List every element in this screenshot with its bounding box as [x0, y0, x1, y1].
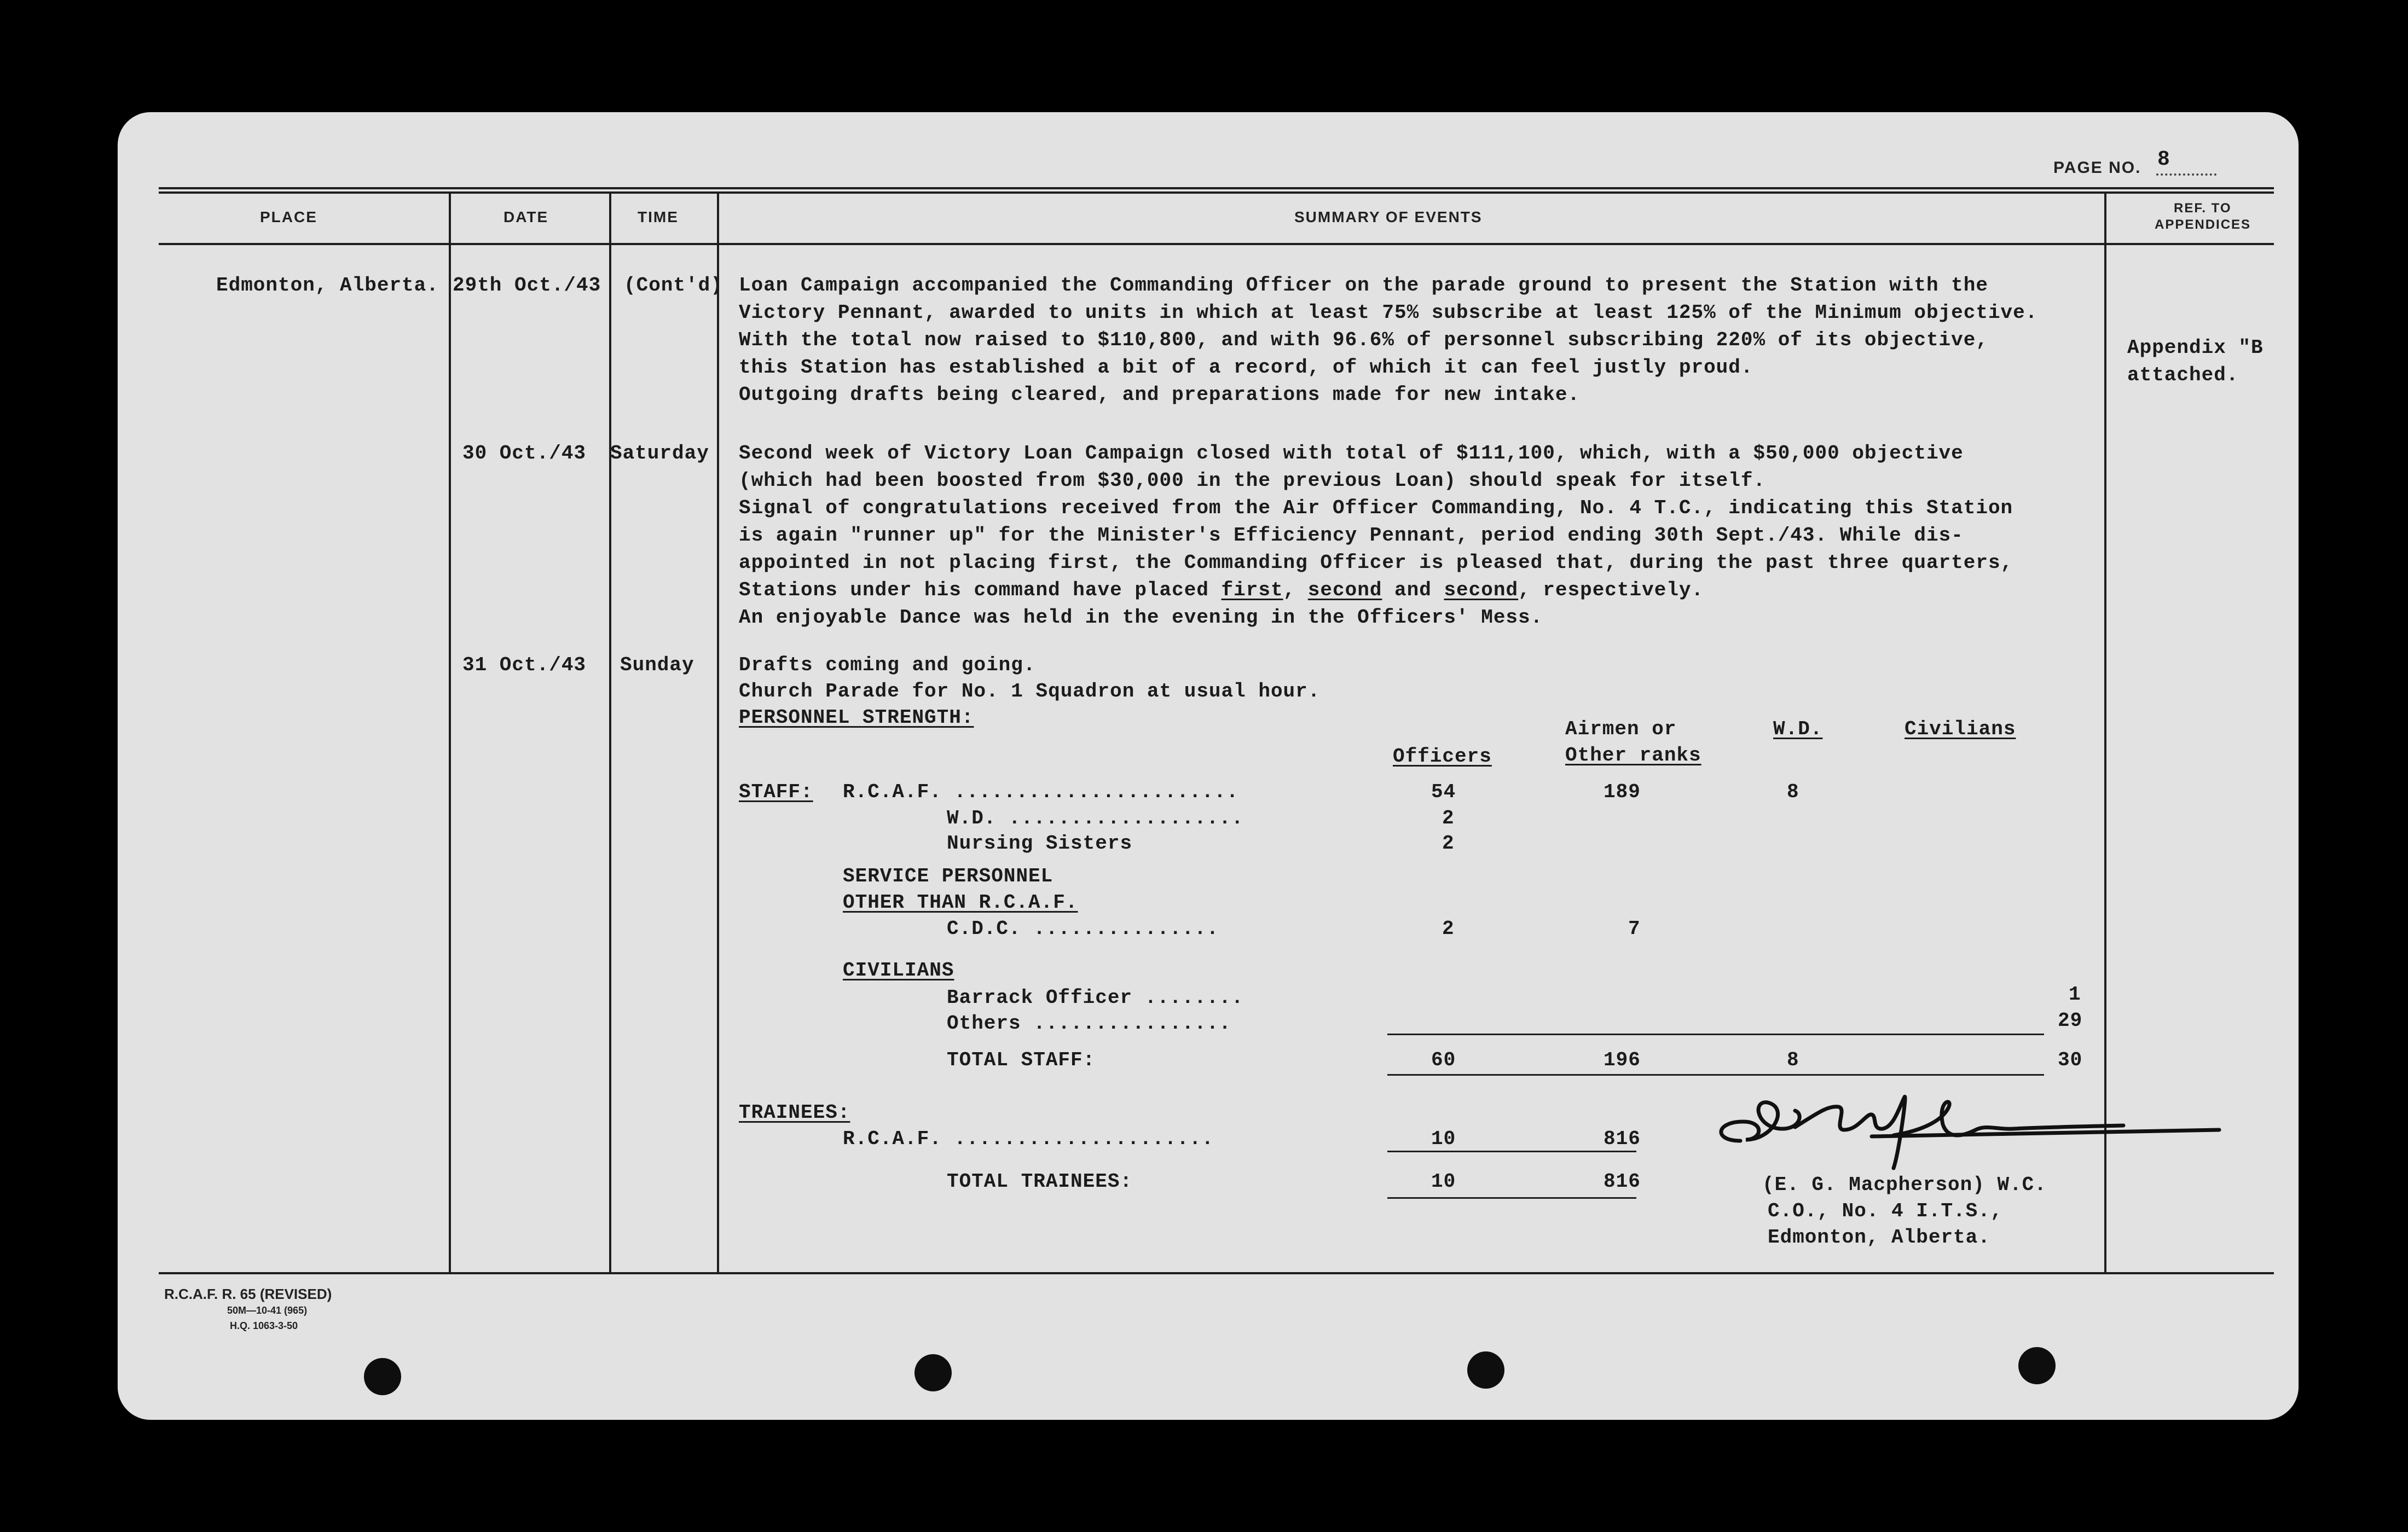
entry2-line: (which had been boosted from $30,000 in the previous Loan) should speak for itself.: [739, 469, 1766, 492]
entry2-rank-second: second: [1307, 579, 1382, 601]
header-top-rule: [159, 187, 2274, 189]
entry1-line: this Station has established a bit of a record, of which it can feel justly proud.: [739, 356, 1753, 379]
row-barrack-civilians: 1: [2069, 983, 2081, 1006]
print-line-1: 50M—10-41 (965): [227, 1305, 308, 1316]
entry2-date: 30 Oct./43: [462, 442, 587, 465]
personnel-strength-heading: PERSONNEL STRENGTH:: [739, 706, 974, 729]
page-number-rule: [2156, 173, 2216, 176]
column-header-date: DATE: [503, 208, 549, 225]
entry2-rank-first: first: [1221, 579, 1283, 601]
entry1-ref-1: Appendix "B: [2127, 336, 2264, 359]
entry3-line: Drafts coming and going.: [739, 654, 1036, 676]
row-rcaf-officers: 54: [1431, 781, 1456, 803]
column-divider-date: [609, 192, 611, 1273]
print-line-2: H.Q. 1063-3-50: [230, 1320, 298, 1331]
row-wd-label: W.D. ...................: [947, 807, 1244, 829]
column-header-summary: SUMMARY OF EVENTS: [1294, 208, 1483, 225]
column-header-ref-2: APPENDICES: [2155, 217, 2251, 232]
col-airmen-2: Other ranks: [1565, 744, 1701, 767]
row-others-label: Others ................: [947, 1012, 1231, 1035]
header-top-rule-2: [159, 192, 2274, 194]
entry1-place: Edmonton, Alberta.: [216, 274, 439, 297]
entry2-line-ranking: [739, 579, 1704, 601]
punch-hole: [364, 1358, 401, 1395]
signature-name: (E. G. Macpherson) W.C.: [1762, 1174, 2047, 1196]
signature-location: Edmonton, Alberta.: [1768, 1226, 1990, 1249]
col-officers: Officers: [1393, 745, 1492, 768]
entry1-line: Loan Campaign accompanied the Commanding Officer on the parade ground to present the Station with the: [739, 274, 1988, 297]
civilians-heading: CIVILIANS: [843, 959, 954, 982]
total-staff-civilians: 30: [2058, 1049, 2083, 1071]
total-staff-wd: 8: [1787, 1049, 1799, 1071]
total-trainees-label: TOTAL TRAINEES:: [947, 1170, 1133, 1193]
column-divider-time: [717, 192, 719, 1273]
column-header-place: PLACE: [260, 208, 317, 225]
entry2-line: Signal of congratulations received from the Air Officer Commanding, No. 4 T.C., indicating this Station: [739, 497, 2013, 519]
total-trainees-rule-bottom: [1387, 1197, 1636, 1199]
form-id: R.C.A.F. R. 65 (REVISED): [164, 1286, 332, 1302]
column-divider-place: [449, 192, 451, 1273]
signature-mark: [1707, 1075, 2233, 1174]
entry1-time: (Cont'd): [624, 274, 723, 297]
col-wd: W.D.: [1773, 718, 1823, 740]
entry1-ref-2: attached.: [2127, 364, 2239, 386]
row-nursing-officers: 2: [1442, 832, 1455, 855]
form-sheet: [118, 112, 2299, 1420]
row-rcaf-airmen: 189: [1604, 781, 1641, 803]
total-staff-label: TOTAL STAFF:: [947, 1049, 1096, 1071]
total-staff-rule-top: [1387, 1034, 2044, 1035]
staff-label: STAFF:: [739, 781, 813, 803]
row-trainees-rcaf-label: R.C.A.F. .....................: [843, 1128, 1214, 1150]
punch-hole: [914, 1354, 952, 1391]
entry1-line: Victory Pennant, awarded to units in which at least 75% subscribe at least 125% of the Minimum objective.: [739, 301, 2038, 324]
signature-title: C.O., No. 4 I.T.S.,: [1768, 1200, 2003, 1222]
column-header-ref-1: REF. TO: [2174, 201, 2232, 216]
entry3-line: Church Parade for No. 1 Squadron at usual hour.: [739, 680, 1321, 703]
row-cdc-label: C.D.C. ...............: [947, 918, 1219, 940]
total-trainees-airmen: 816: [1604, 1170, 1641, 1193]
row-barrack-label: Barrack Officer ........: [947, 986, 1244, 1009]
row-cdc-officers: 2: [1442, 918, 1455, 940]
row-rcaf-label: R.C.A.F. .......................: [843, 781, 1239, 803]
signature-script-text: E.G.Macpherson: [1707, 1165, 1763, 1173]
row-rcaf-wd: 8: [1787, 781, 1799, 803]
row-trainees-rcaf-officers: 10: [1431, 1128, 1456, 1150]
entry2-line: Second week of Victory Loan Campaign closed with total of $111,100, which, with a $50,000 objective: [739, 442, 1964, 465]
column-header-time: TIME: [638, 208, 679, 225]
service-personnel-heading-2: OTHER THAN R.C.A.F.: [843, 891, 1078, 914]
entry2-line: is again "runner up" for the Minister's Efficiency Pennant, period ending 30th Sept./43. While dis-: [739, 524, 1964, 547]
entry2-rank-second-2: second: [1444, 579, 1519, 601]
service-personnel-heading-1: SERVICE PERSONNEL: [843, 865, 1054, 887]
entry2-line6-pre: Stations under his command have placed: [739, 579, 1222, 601]
row-wd-officers: 2: [1442, 807, 1455, 829]
page-label: PAGE NO.: [2053, 159, 2141, 177]
entry2-line: appointed in not placing first, the Commanding Officer is pleased that, during the past three quarters,: [739, 552, 2013, 574]
row-others-civilians: 29: [2058, 1009, 2083, 1032]
entry2-line6-sep: ,: [1283, 579, 1308, 601]
entry2-line6-mid: and: [1382, 579, 1444, 601]
entry1-date: 29th Oct./43: [453, 274, 601, 297]
entry1-line: With the total now raised to $110,800, and with 96.6% of personnel subscribing 220% of its objective,: [739, 329, 1988, 351]
entry2-time: Saturday: [610, 442, 709, 465]
total-staff-airmen: 196: [1604, 1049, 1641, 1071]
row-nursing-label: Nursing Sisters: [947, 832, 1133, 855]
entry1-line: Outgoing drafts being cleared, and preparations made for new intake.: [739, 384, 1581, 406]
table-bottom-rule: [159, 1272, 2274, 1274]
header-bottom-rule: [159, 243, 2274, 245]
row-cdc-airmen: 7: [1628, 918, 1641, 940]
row-trainees-rcaf-airmen: 816: [1604, 1128, 1641, 1150]
signature-script: [1721, 1096, 2219, 1168]
entry3-date: 31 Oct./43: [462, 654, 587, 676]
total-trainees-officers: 10: [1431, 1170, 1456, 1193]
entry2-line6-post: , respectively.: [1518, 579, 1704, 601]
col-airmen-1: Airmen or: [1565, 718, 1677, 740]
col-civilians: Civilians: [1905, 718, 2016, 740]
total-staff-officers: 60: [1431, 1049, 1456, 1071]
entry2-line: An enjoyable Dance was held in the evening in the Officers' Mess.: [739, 606, 1543, 629]
page-number: 8: [2157, 148, 2170, 171]
punch-hole: [2018, 1347, 2056, 1384]
punch-hole: [1467, 1351, 1504, 1389]
total-trainees-rule-top: [1387, 1151, 1636, 1152]
trainees-heading: TRAINEES:: [739, 1101, 850, 1124]
entry3-time: Sunday: [620, 654, 694, 676]
